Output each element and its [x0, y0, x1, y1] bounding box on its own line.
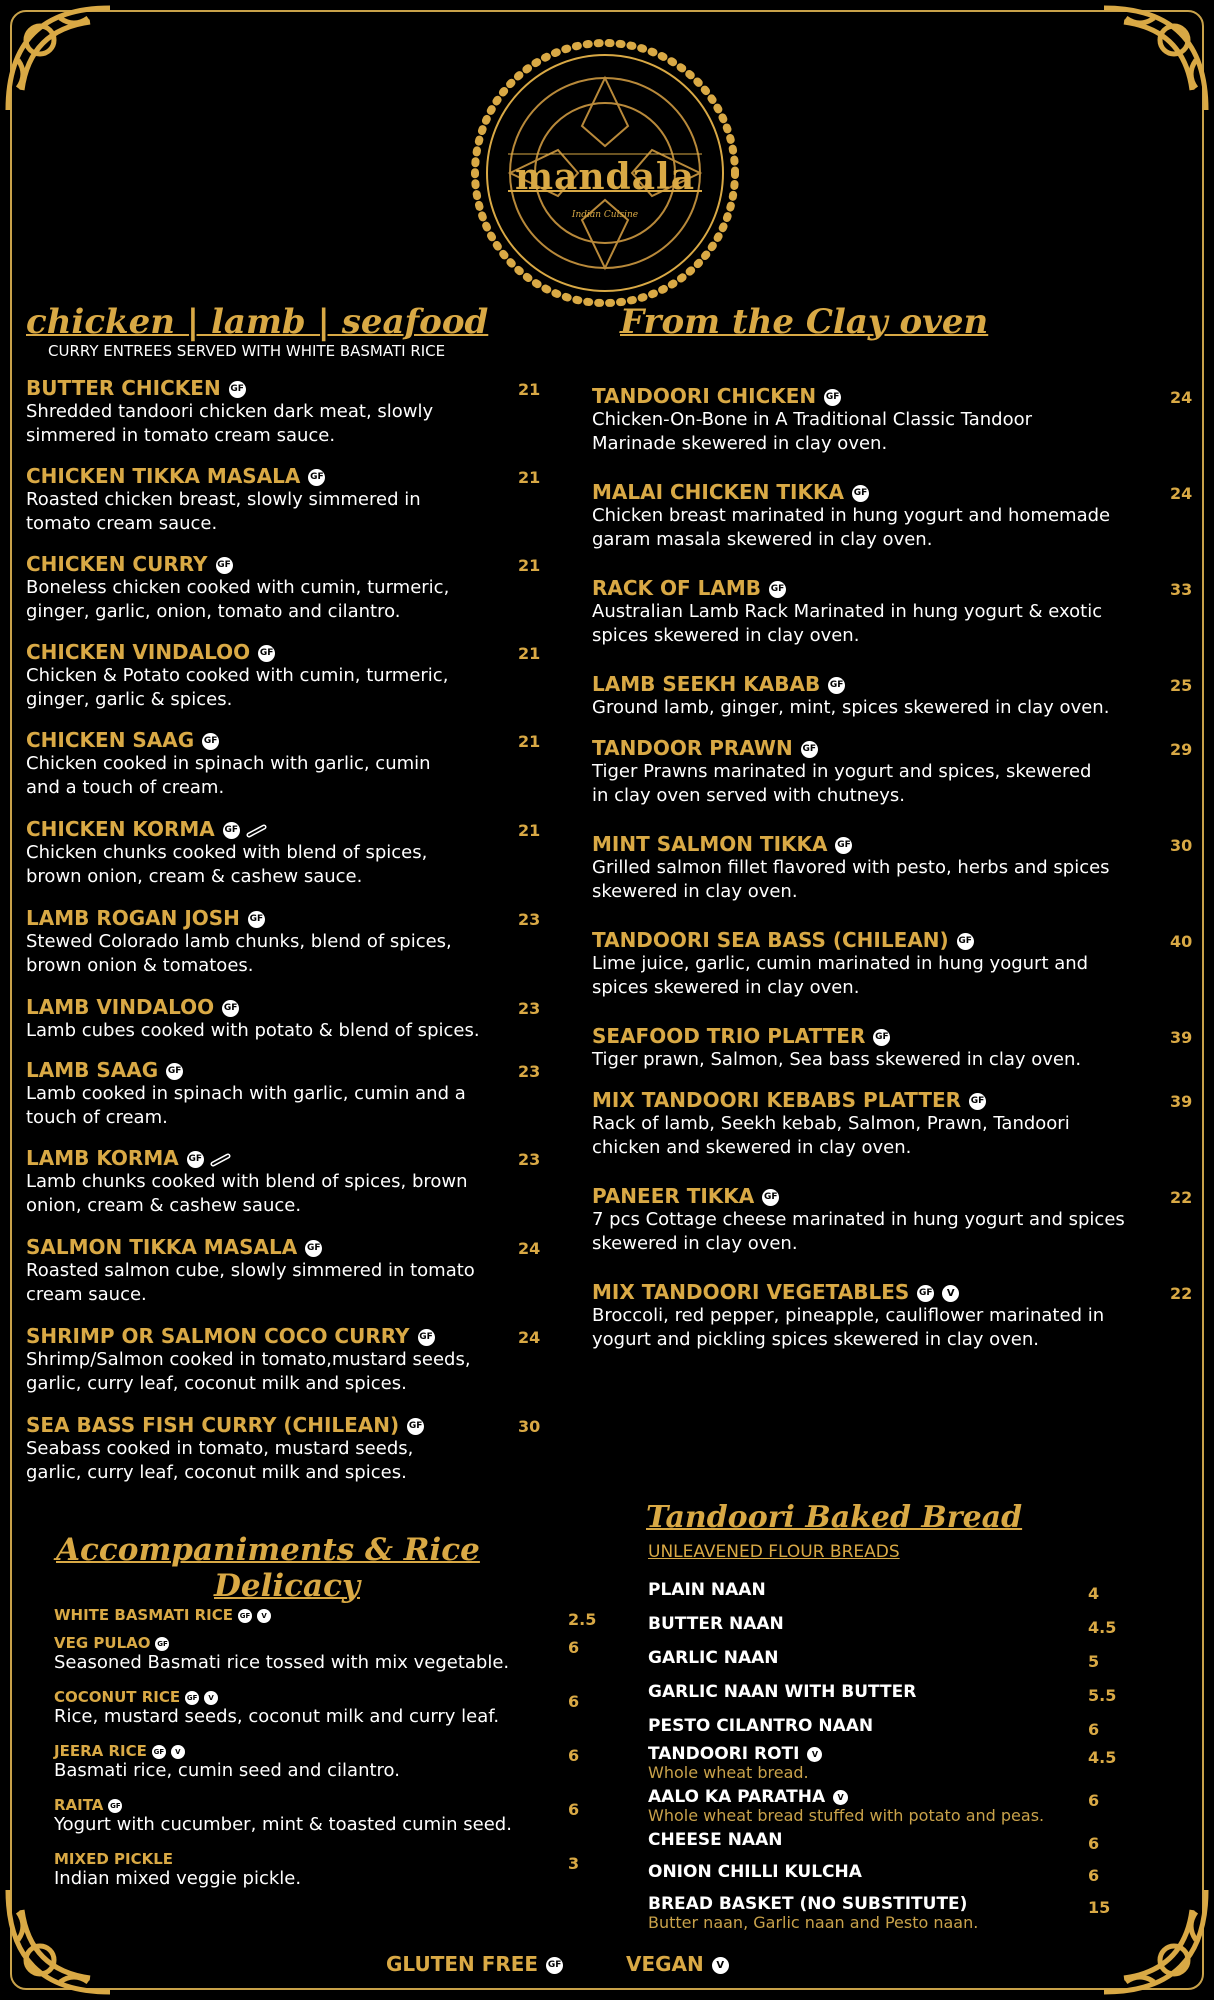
menu-item — [54, 1688, 499, 1728]
menu-item-price: 22 — [1170, 1188, 1193, 1207]
menu-item — [648, 1894, 978, 1932]
menu-item-description: Grilled salmon fillet flavored with pesto, herbs and spices skewered in clay oven. — [592, 857, 1110, 902]
menu-item-description: Boneless chicken cooked with cumin, turmeric, ginger, garlic, onion, tomato and cilantro. — [26, 577, 450, 622]
menu-item-price: 30 — [1170, 836, 1193, 855]
gluten-free-icon: GF — [248, 911, 265, 928]
menu-item-name-text: SEA BASS FISH CURRY (CHILEAN) — [26, 1413, 400, 1437]
menu-item-name — [26, 1324, 471, 1348]
menu-item-name-text: MIXED PICKLE — [54, 1850, 174, 1868]
menu-item-name-text: CHICKEN KORMA — [26, 817, 215, 841]
menu-item-price: 24 — [518, 1328, 541, 1347]
menu-item-name-text: MIX TANDOORI VEGETABLES — [592, 1280, 910, 1304]
menu-item-name — [26, 906, 452, 930]
menu-item-name-text: TANDOORI ROTI — [648, 1744, 800, 1764]
menu-item — [54, 1850, 301, 1890]
menu-item-name — [648, 1614, 784, 1634]
menu-item — [592, 672, 1109, 720]
corner-ornament-icon — [1094, 1880, 1214, 2000]
menu-item-description: Chicken & Potato cooked with cumin, turmeric, ginger, garlic & spices. — [26, 665, 449, 710]
gluten-free-icon: GF — [308, 469, 325, 486]
gluten-free-icon: GF — [418, 1329, 435, 1346]
menu-item — [592, 1280, 1104, 1352]
vegan-icon: V — [712, 1957, 729, 1974]
menu-item-name-text: SHRIMP OR SALMON COCO CURRY — [26, 1324, 410, 1348]
menu-item-price: 30 — [518, 1417, 541, 1436]
corner-ornament-icon — [0, 0, 120, 120]
menu-item-name — [26, 464, 421, 488]
menu-item — [26, 817, 427, 889]
menu-item-name — [592, 928, 1088, 952]
menu-item-name-text: CHICKEN CURRY — [26, 552, 208, 576]
gluten-free-icon: GF — [258, 645, 275, 662]
menu-item-price: 6 — [1088, 1834, 1100, 1853]
menu-item-price: 6 — [1088, 1720, 1100, 1739]
menu-item-name — [648, 1682, 916, 1702]
menu-item-name — [26, 640, 448, 664]
menu-item-price: 21 — [518, 644, 541, 663]
menu-item-name-text: PESTO CILANTRO NAAN — [648, 1716, 874, 1736]
menu-item-description: 7 pcs Cottage cheese marinated in hung yogurt and spices skewered in clay oven. — [592, 1209, 1125, 1254]
menu-item-name-text: BUTTER NAAN — [648, 1614, 784, 1634]
menu-item-name-text: WHITE BASMATI RICE — [54, 1606, 234, 1624]
menu-item-description: Shredded tandoori chicken dark meat, slowly simmered in tomato cream sauce. — [26, 401, 434, 446]
accompaniments-title-line1: Accompaniments & Rice — [56, 1532, 480, 1568]
gluten-free-icon: GF — [852, 485, 869, 502]
menu-item-name — [54, 1688, 499, 1706]
menu-item-price: 23 — [518, 999, 541, 1018]
menu-item — [592, 1088, 1070, 1160]
gluten-free-icon: GF — [238, 1609, 252, 1623]
menu-item-name — [26, 995, 480, 1019]
nut-icon — [210, 1153, 232, 1167]
menu-item — [648, 1787, 1044, 1825]
menu-item-price: 6 — [1088, 1866, 1100, 1885]
vegan-icon: V — [807, 1747, 822, 1762]
menu-item-name — [54, 1850, 301, 1868]
menu-item — [54, 1634, 509, 1674]
menu-item-name — [592, 736, 1091, 760]
menu-item-name-text: LAMB ROGAN JOSH — [26, 906, 240, 930]
menu-item — [648, 1744, 822, 1782]
menu-item-name-text: PANEER TIKKA — [592, 1184, 755, 1208]
menu-item-price: 22 — [1170, 1284, 1193, 1303]
gluten-free-icon: GF — [828, 677, 845, 694]
menu-item — [26, 1146, 468, 1218]
menu-item-name — [26, 1235, 475, 1259]
menu-item-name — [592, 1024, 1081, 1048]
menu-item-name-text: MALAI CHICKEN TIKKA — [592, 480, 844, 504]
menu-item — [648, 1830, 782, 1850]
menu-item-description: Basmati rice, cumin seed and cilantro. — [54, 1760, 400, 1781]
menu-item-price: 21 — [518, 821, 541, 840]
menu-item-name — [26, 1413, 424, 1437]
menu-item-price: 21 — [518, 380, 541, 399]
menu-item-price: 24 — [1170, 484, 1193, 503]
menu-item-name-text: MINT SALMON TIKKA — [592, 832, 828, 856]
menu-item-price: 39 — [1170, 1028, 1193, 1047]
corner-ornament-icon — [1094, 0, 1214, 120]
menu-item-name — [648, 1787, 1044, 1807]
gluten-free-icon: GF — [222, 1000, 239, 1017]
menu-item-name — [648, 1648, 779, 1668]
menu-item-name-text: CHEESE NAAN — [648, 1830, 783, 1850]
legend-vegan-label: VEGAN — [626, 1952, 704, 1976]
menu-item-name — [648, 1580, 766, 1600]
menu-item — [648, 1682, 916, 1702]
bread-list — [648, 1580, 1117, 1940]
menu-item-description: Australian Lamb Rack Marinated in hung yogurt & exotic spices skewered in clay oven. — [592, 601, 1103, 646]
menu-item-name-text: RAITA — [54, 1796, 104, 1814]
menu-item — [54, 1796, 512, 1836]
accompaniments-title-line2: Delicacy — [214, 1568, 361, 1604]
menu-item-description: Rice, mustard seeds, coconut milk and curry leaf. — [54, 1706, 500, 1727]
gluten-free-icon: GF — [801, 741, 818, 758]
menu-item — [592, 480, 1110, 552]
menu-item-name-text: TANDOORI CHICKEN — [592, 384, 817, 408]
menu-item-name-text: PLAIN NAAN — [648, 1580, 766, 1600]
menu-item-name — [592, 576, 1102, 600]
menu-item-description: Lamb chunks cooked with blend of spices, brown onion, cream & cashew sauce. — [26, 1171, 468, 1216]
menu-item-price: 24 — [518, 1239, 541, 1258]
menu-item — [648, 1614, 784, 1634]
menu-item-name — [592, 1088, 1070, 1112]
menu-item-description: Rack of lamb, Seekh kebab, Salmon, Prawn, Tandoori chicken and skewered in clay oven. — [592, 1113, 1070, 1158]
menu-item-name-text: AALO KA PARATHA — [648, 1787, 826, 1807]
accompaniments-list — [54, 1606, 596, 1896]
nut-icon — [246, 824, 268, 838]
menu-item-name-text: BREAD BASKET (NO SUBSTITUTE) — [648, 1894, 968, 1914]
menu-item — [648, 1580, 766, 1600]
menu-item-name — [592, 1184, 1125, 1208]
gluten-free-icon: GF — [546, 1957, 563, 1974]
menu-item-name — [54, 1606, 271, 1624]
corner-ornament-icon — [0, 1880, 120, 2000]
menu-item-name-text: LAMB SEEKH KABAB — [592, 672, 821, 696]
vegan-icon: V — [171, 1745, 185, 1759]
menu-item — [592, 576, 1102, 648]
menu-item-name — [648, 1862, 862, 1882]
menu-item-description: Yogurt with cucumber, mint & toasted cumin seed. — [54, 1814, 512, 1835]
menu-item — [26, 1235, 475, 1307]
gluten-free-icon: GF — [969, 1093, 986, 1110]
logo-name: mandala — [514, 156, 696, 198]
gluten-free-icon: GF — [216, 557, 233, 574]
menu-item-name — [26, 376, 433, 400]
menu-item — [648, 1648, 779, 1668]
menu-item-price: 6 — [568, 1692, 580, 1711]
gluten-free-icon: GF — [769, 581, 786, 598]
menu-item-description: Lime juice, garlic, cumin marinated in hung yogurt and spices skewered in clay oven. — [592, 953, 1089, 998]
gluten-free-icon: GF — [835, 837, 852, 854]
curry-list — [26, 376, 546, 1496]
menu-item-price: 15 — [1088, 1898, 1111, 1917]
menu-item-description: Stewed Colorado lamb chunks, blend of spices, brown onion & tomatoes. — [26, 931, 452, 976]
menu-item-name — [592, 672, 1109, 696]
menu-item-name-text: BUTTER CHICKEN — [26, 376, 221, 400]
gluten-free-icon: GF — [152, 1745, 166, 1759]
menu-item-name — [592, 480, 1110, 504]
menu-item-price: 33 — [1170, 580, 1193, 599]
menu-item-name-text: LAMB SAAG — [26, 1058, 159, 1082]
gluten-free-icon: GF — [229, 381, 246, 398]
menu-item-price: 5 — [1088, 1652, 1100, 1671]
gluten-free-icon: GF — [957, 933, 974, 950]
menu-item — [592, 1184, 1125, 1256]
menu-item-price: 40 — [1170, 932, 1193, 951]
menu-item — [648, 1716, 873, 1736]
vegan-icon: V — [257, 1609, 271, 1623]
menu-item-description: Roasted chicken breast, slowly simmered in tomato cream sauce. — [26, 489, 421, 534]
menu-item-description: Seasoned Basmati rice tossed with mix vegetable. — [54, 1652, 510, 1673]
menu-item — [26, 464, 421, 536]
legend-gluten-free — [386, 1952, 563, 1976]
menu-item-price: 23 — [518, 1150, 541, 1169]
menu-item-price: 21 — [518, 556, 541, 575]
menu-item-name-text: MIX TANDOORI KEBABS PLATTER — [592, 1088, 962, 1112]
menu-item-name — [26, 1146, 468, 1170]
clay-oven-list — [592, 384, 1194, 1384]
menu-item — [592, 736, 1091, 808]
menu-item-price: 6 — [568, 1800, 580, 1819]
menu-item-description: Butter naan, Garlic naan and Pesto naan. — [648, 1913, 979, 1932]
legend-gluten-free-label: GLUTEN FREE — [386, 1952, 539, 1976]
menu-item — [26, 1413, 424, 1485]
menu-item — [26, 906, 452, 978]
menu-item-name — [648, 1716, 873, 1736]
menu-item-name-text: ONION CHILLI KULCHA — [648, 1862, 862, 1882]
bread-section-title: Tandoori Baked Bread — [646, 1500, 1023, 1535]
gluten-free-icon: GF — [917, 1285, 934, 1302]
logo-tagline: Indian Cuisine — [571, 210, 639, 220]
menu-item-price: 6 — [568, 1638, 580, 1657]
menu-item — [26, 552, 449, 624]
menu-item-description: Chicken chunks cooked with blend of spices, brown onion, cream & cashew sauce. — [26, 842, 428, 887]
menu-item — [26, 995, 480, 1043]
menu-item-name-text: GARLIC NAAN — [648, 1648, 779, 1668]
vegan-icon: V — [942, 1285, 959, 1302]
menu-item — [26, 1324, 471, 1396]
menu-item-description: Tiger prawn, Salmon, Sea bass skewered in clay oven. — [592, 1049, 1082, 1070]
menu-item — [648, 1862, 862, 1882]
menu-item — [592, 832, 1110, 904]
menu-item-price: 23 — [518, 910, 541, 929]
menu-item-description: Whole wheat bread. — [648, 1763, 809, 1782]
menu-item-price: 23 — [518, 1062, 541, 1081]
gluten-free-icon: GF — [155, 1637, 169, 1651]
menu-item-name — [592, 1280, 1104, 1304]
menu-item-price: 4.5 — [1088, 1748, 1117, 1767]
menu-item-price: 25 — [1170, 676, 1193, 695]
menu-item-name — [54, 1742, 400, 1760]
gluten-free-icon: GF — [407, 1418, 424, 1435]
menu-item-name-text: VEG PULAO — [54, 1634, 151, 1652]
menu-item-name — [648, 1894, 978, 1914]
menu-item-name-text: COCONUT RICE — [54, 1688, 181, 1706]
menu-item-name — [26, 817, 427, 841]
gluten-free-icon: GF — [202, 733, 219, 750]
menu-item-description: Indian mixed veggie pickle. — [54, 1868, 302, 1889]
menu-item-price: 21 — [518, 468, 541, 487]
menu-item-description: Tiger Prawns marinated in yogurt and spices, skewered in clay oven served with chutneys. — [592, 761, 1092, 806]
menu-item-description: Roasted salmon cube, slowly simmered in tomato cream sauce. — [26, 1260, 475, 1305]
menu-item-name — [26, 1058, 466, 1082]
gluten-free-icon: GF — [187, 1151, 204, 1168]
menu-item — [26, 376, 433, 448]
menu-item-price: 5.5 — [1088, 1686, 1117, 1705]
menu-item-description: Lamb cubes cooked with potato & blend of spices. — [26, 1020, 480, 1041]
menu-item-price: 3 — [568, 1854, 580, 1873]
menu-item — [26, 728, 431, 800]
menu-item-name — [648, 1744, 822, 1764]
menu-item-name-text: TANDOOR PRAWN — [592, 736, 793, 760]
menu-item-name — [648, 1830, 782, 1850]
menu-item — [592, 928, 1088, 1000]
clay-section-title: From the Clay oven — [620, 302, 989, 342]
menu-item-description: Seabass cooked in tomato, mustard seeds, garlic, curry leaf, coconut milk and spices. — [26, 1438, 414, 1483]
menu-item-price: 6 — [1088, 1791, 1100, 1810]
menu-item-price: 4 — [1088, 1584, 1100, 1603]
menu-item-name-text: LAMB VINDALOO — [26, 995, 215, 1019]
menu-item-name-text: GARLIC NAAN WITH BUTTER — [648, 1682, 917, 1702]
menu-item-description: Chicken cooked in spinach with garlic, cumin and a touch of cream. — [26, 753, 431, 798]
menu-item-description: Shrimp/Salmon cooked in tomato,mustard seeds, garlic, curry leaf, coconut milk and spices. — [26, 1349, 471, 1394]
menu-item-name-text: JEERA RICE — [54, 1742, 147, 1760]
menu-item-name-text: SEAFOOD TRIO PLATTER — [592, 1024, 866, 1048]
menu-item — [54, 1606, 271, 1624]
menu-item-price: 39 — [1170, 1092, 1193, 1111]
gluten-free-icon: GF — [305, 1240, 322, 1257]
menu-item-name-text: TANDOORI SEA BASS (CHILEAN) — [592, 928, 949, 952]
menu-item-name-text: RACK OF LAMB — [592, 576, 762, 600]
curry-section-subtitle: CURRY ENTREES SERVED WITH WHITE BASMATI RICE — [48, 342, 446, 360]
menu-item — [592, 1024, 1081, 1072]
gluten-free-icon: GF — [166, 1063, 183, 1080]
menu-item-name — [592, 384, 1032, 408]
menu-item — [54, 1742, 400, 1782]
vegan-icon: V — [833, 1790, 848, 1805]
menu-item — [26, 1058, 466, 1130]
gluten-free-icon: GF — [762, 1189, 779, 1206]
menu-item-price: 21 — [518, 732, 541, 751]
menu-item-name — [26, 728, 431, 752]
menu-item-description: Ground lamb, ginger, mint, spices skewered in clay oven. — [592, 697, 1110, 718]
menu-item-description: Lamb cooked in spinach with garlic, cumin and a touch of cream. — [26, 1083, 466, 1128]
menu-item-description: Broccoli, red pepper, pineapple, cauliflower marinated in yogurt and pickling spices skewered in clay oven. — [592, 1305, 1105, 1350]
menu-item-description: Whole wheat bread stuffed with potato and peas. — [648, 1806, 1045, 1825]
gluten-free-icon: GF — [873, 1029, 890, 1046]
menu-item-name — [26, 552, 449, 576]
legend-vegan — [626, 1952, 729, 1976]
menu-item-price: 24 — [1170, 388, 1193, 407]
menu-item-name-text: LAMB KORMA — [26, 1146, 179, 1170]
gluten-free-icon: GF — [108, 1799, 122, 1813]
menu-item-description: Chicken breast marinated in hung yogurt and homemade garam masala skewered in clay oven. — [592, 505, 1111, 550]
menu-item-price: 29 — [1170, 740, 1193, 759]
gluten-free-icon: GF — [185, 1691, 199, 1705]
menu-item-name — [54, 1796, 512, 1814]
vegan-icon: V — [204, 1691, 218, 1705]
menu-item-price: 2.5 — [568, 1610, 597, 1629]
menu-item-price: 6 — [568, 1746, 580, 1765]
menu-item-name-text: SALMON TIKKA MASALA — [26, 1235, 298, 1259]
menu-item-name-text: CHICKEN VINDALOO — [26, 640, 251, 664]
menu-item — [26, 640, 448, 712]
curry-section-title: chicken | lamb | seafood — [26, 302, 489, 342]
menu-item-name — [592, 832, 1110, 856]
gluten-free-icon: GF — [824, 389, 841, 406]
menu-item — [592, 384, 1032, 456]
bread-section-subtitle: UNLEAVENED FLOUR BREADS — [648, 1542, 900, 1562]
menu-item-name — [54, 1634, 509, 1652]
menu-item-price: 4.5 — [1088, 1618, 1117, 1637]
restaurant-logo — [468, 36, 742, 310]
menu-item-description: Chicken-On-Bone in A Traditional Classic Tandoor Marinade skewered in clay oven. — [592, 409, 1033, 454]
gluten-free-icon: GF — [223, 822, 240, 839]
menu-item-name-text: CHICKEN SAAG — [26, 728, 195, 752]
menu-item-name-text: CHICKEN TIKKA MASALA — [26, 464, 301, 488]
